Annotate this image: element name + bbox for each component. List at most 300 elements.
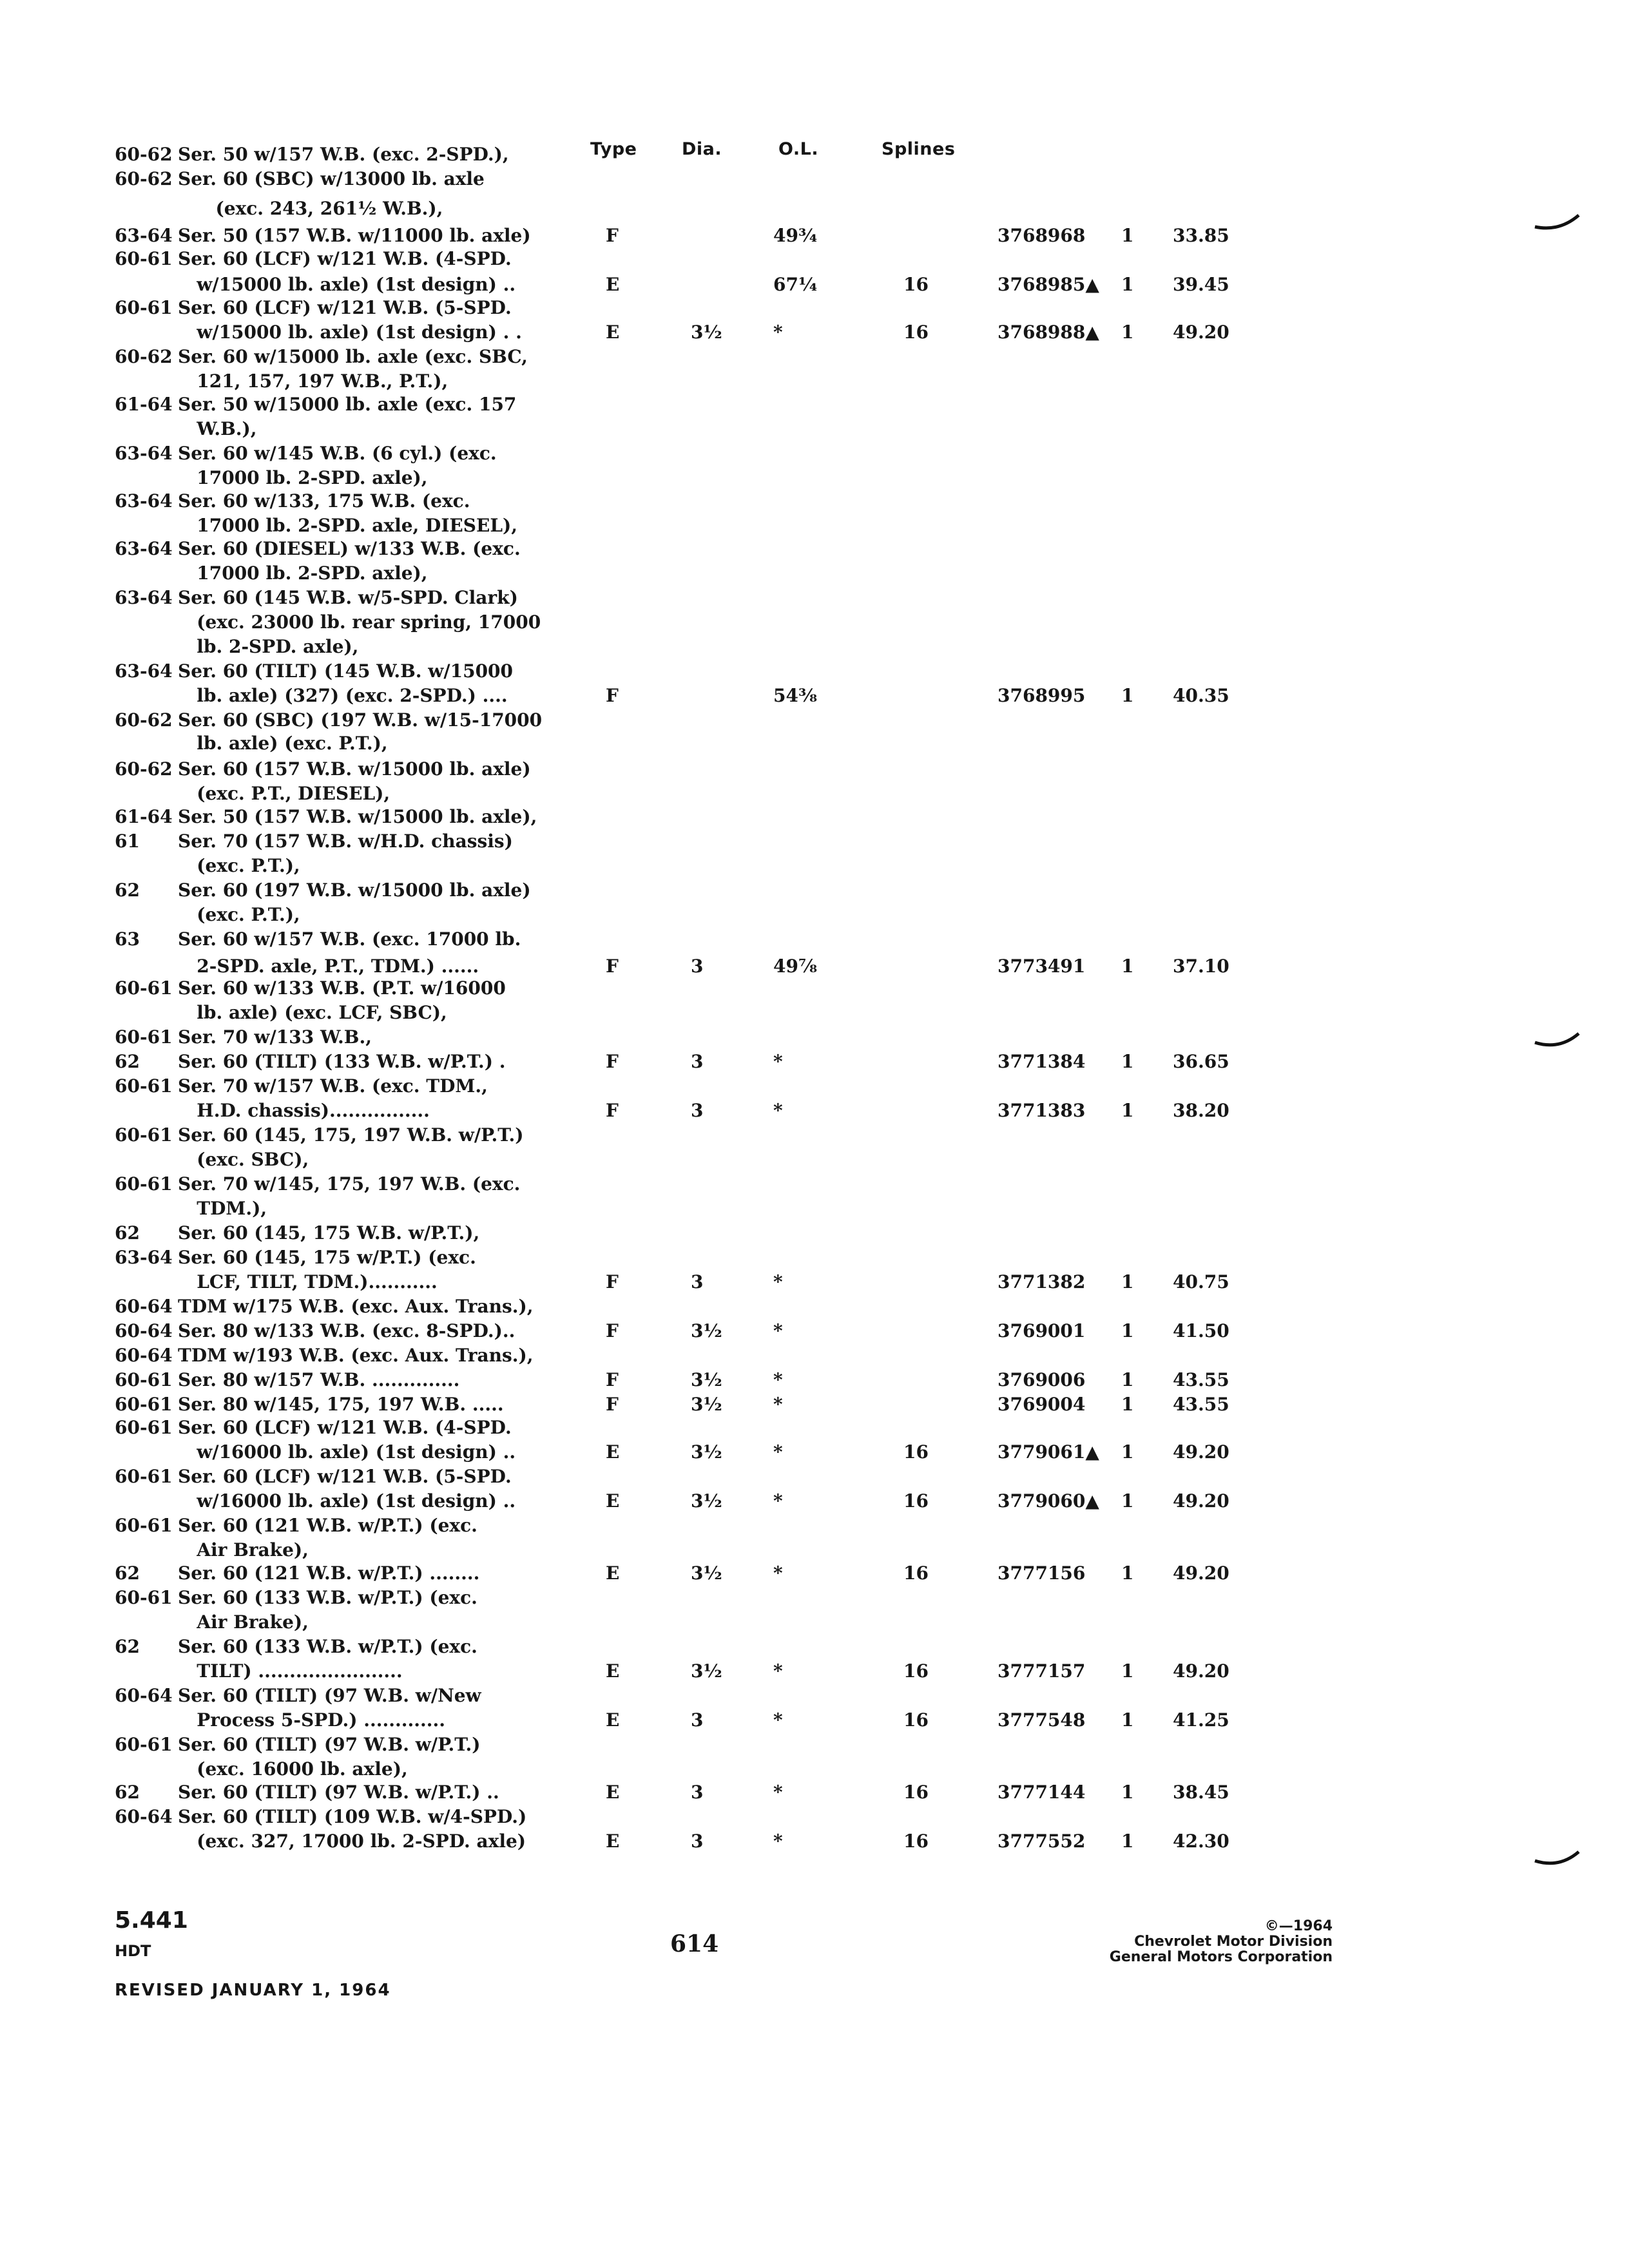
application-description: Ser. 60 (121 W.B. w/P.T.) (exc. xyxy=(178,1515,477,1536)
type-cell: E xyxy=(606,322,620,343)
model-years: 60-61 xyxy=(115,1369,173,1390)
application-description: Ser. 70 w/157 W.B. (exc. TDM., xyxy=(178,1075,488,1097)
model-years: 60-64 xyxy=(115,1806,173,1827)
model-years: 60-62 xyxy=(115,346,173,367)
type-cell: F xyxy=(606,1369,619,1390)
quantity: 1 xyxy=(1121,956,1134,977)
overall-length-cell: * xyxy=(773,1441,783,1463)
table-row xyxy=(0,1732,1629,1758)
application-description: (exc. P.T., DIESEL), xyxy=(178,783,390,804)
part-number: 3769006 xyxy=(998,1369,1086,1390)
model-years: 60-61 xyxy=(115,977,173,999)
type-cell: F xyxy=(606,1051,619,1072)
table-row xyxy=(0,246,1629,272)
application-description: Ser. 80 w/133 W.B. (exc. 8-SPD.).. xyxy=(178,1320,516,1341)
model-years: 63-64 xyxy=(115,225,173,246)
model-years: 61 xyxy=(115,831,140,852)
type-cell: E xyxy=(606,1831,620,1852)
model-years: 60-62 xyxy=(115,168,173,189)
type-cell: E xyxy=(606,1441,620,1463)
splines-cell: 16 xyxy=(903,1490,929,1512)
application-description: Ser. 60 (133 W.B. w/P.T.) (exc. xyxy=(178,1587,477,1608)
overall-length-cell: * xyxy=(773,1709,783,1731)
table-row xyxy=(0,561,1629,586)
application-description: Ser. 60 (LCF) w/121 W.B. (5-SPD. xyxy=(178,1466,512,1487)
diameter-cell: 3 xyxy=(691,1100,704,1121)
quantity: 1 xyxy=(1121,1369,1134,1390)
table-row xyxy=(0,1318,1629,1344)
model-years: 60-64 xyxy=(115,1320,173,1341)
diameter-cell: 3½ xyxy=(691,322,722,343)
type-cell: E xyxy=(606,1660,620,1682)
application-description: Ser. 60 (145, 175, 197 W.B. w/P.T.) xyxy=(178,1124,524,1146)
application-description: (exc. SBC), xyxy=(178,1149,309,1170)
table-row xyxy=(0,1196,1629,1222)
revision-date: REVISED JANUARY 1, 1964 xyxy=(115,1981,391,2000)
table-row xyxy=(0,853,1629,879)
list-price: 41.25 xyxy=(1173,1709,1229,1731)
part-number: 3777157 xyxy=(998,1660,1086,1682)
list-price: 33.85 xyxy=(1173,225,1229,246)
application-description: Process 5-SPD.) ............. xyxy=(178,1709,445,1731)
model-years: 60-61 xyxy=(115,1587,173,1608)
model-years: 62 xyxy=(115,1222,140,1244)
application-description: lb. axle) (exc. LCF, SBC), xyxy=(178,1002,447,1023)
list-price: 49.20 xyxy=(1173,1660,1229,1682)
part-number: 3768995 xyxy=(998,685,1086,706)
table-row xyxy=(0,1343,1629,1369)
table-row xyxy=(0,731,1629,756)
overall-length-cell: * xyxy=(773,1271,783,1293)
overall-length-cell: 49⅞ xyxy=(773,956,817,977)
table-row xyxy=(0,1098,1629,1124)
model-years: 63-64 xyxy=(115,538,173,559)
application-description: Ser. 50 w/15000 lb. axle (exc. 157 xyxy=(178,394,517,415)
quantity: 1 xyxy=(1121,1320,1134,1341)
table-row xyxy=(0,196,1629,222)
table-row xyxy=(0,585,1629,611)
type-cell: F xyxy=(606,1100,619,1121)
part-number: 3777548 xyxy=(998,1709,1086,1731)
model-years: 60-61 xyxy=(115,297,173,318)
table-row xyxy=(0,1024,1629,1050)
quantity: 1 xyxy=(1121,1394,1134,1415)
quantity: 1 xyxy=(1121,1782,1134,1803)
application-description: Ser. 60 (SBC) w/13000 lb. axle xyxy=(178,168,485,189)
application-description: 2-SPD. axle, P.T., TDM.) ...... xyxy=(178,956,479,977)
application-description: 17000 lb. 2-SPD. axle), xyxy=(178,467,428,488)
table-row xyxy=(0,1122,1629,1148)
header-ol: O.L. xyxy=(778,139,819,159)
splines-cell: 16 xyxy=(903,1782,929,1803)
diameter-cell: 3½ xyxy=(691,1441,722,1463)
header-splines: Splines xyxy=(882,139,956,159)
model-years: 62 xyxy=(115,1782,140,1803)
table-row xyxy=(0,536,1629,562)
list-price: 42.30 xyxy=(1173,1831,1229,1852)
table-row xyxy=(0,634,1629,660)
part-number: 3768988▲ xyxy=(998,322,1099,343)
overall-length-cell: 67¼ xyxy=(773,274,818,295)
splines-cell: 16 xyxy=(903,1660,929,1682)
table-row xyxy=(0,465,1629,491)
table-row xyxy=(0,1561,1629,1586)
model-years: 61-64 xyxy=(115,394,173,415)
table-row xyxy=(0,1464,1629,1490)
application-description: Ser. 60 (157 W.B. w/15000 lb. axle) xyxy=(178,758,531,780)
binder-tick-mark xyxy=(1534,213,1580,226)
application-description: (exc. P.T.), xyxy=(178,855,300,876)
part-number: 3771384 xyxy=(998,1051,1086,1072)
type-cell: E xyxy=(606,274,620,295)
application-description: lb. 2-SPD. axle), xyxy=(178,636,359,657)
corporation-name: General Motors Corporation xyxy=(1109,1949,1333,1965)
table-row xyxy=(0,804,1629,830)
application-description: Ser. 60 (145, 175 W.B. w/P.T.), xyxy=(178,1222,480,1244)
application-description: 17000 lb. 2-SPD. axle, DIESEL), xyxy=(178,515,518,536)
section-number: 5.441 xyxy=(115,1907,188,1934)
list-price: 40.75 xyxy=(1173,1271,1229,1293)
splines-cell: 16 xyxy=(903,1441,929,1463)
application-description: (exc. 16000 lb. axle), xyxy=(178,1758,408,1780)
splines-cell: 16 xyxy=(903,322,929,343)
table-row xyxy=(0,1513,1629,1539)
part-number: 3773491 xyxy=(998,956,1086,977)
model-years: 60-61 xyxy=(115,1417,173,1438)
model-years: 63 xyxy=(115,928,140,950)
list-price: 36.65 xyxy=(1173,1051,1229,1072)
model-years: 62 xyxy=(115,879,140,901)
application-description: Ser. 60 (TILT) (109 W.B. w/4-SPD.) xyxy=(178,1806,527,1827)
application-description: Ser. 50 (157 W.B. w/15000 lb. axle), xyxy=(178,806,537,827)
diameter-cell: 3 xyxy=(691,1831,704,1852)
application-description: w/15000 lb. axle) (1st design) .. xyxy=(178,274,516,295)
application-description: 121, 157, 197 W.B., P.T.), xyxy=(178,370,448,392)
type-cell: F xyxy=(606,685,619,706)
model-years: 60-62 xyxy=(115,758,173,780)
type-cell: F xyxy=(606,1320,619,1341)
list-price: 49.20 xyxy=(1173,1490,1229,1512)
table-row xyxy=(0,1073,1629,1099)
part-number: 3777144 xyxy=(998,1782,1086,1803)
application-description: TDM.), xyxy=(178,1198,267,1219)
application-description: Ser. 60 (TILT) (97 W.B. w/P.T.) xyxy=(178,1734,481,1755)
model-years: 60-61 xyxy=(115,248,173,269)
table-row xyxy=(0,756,1629,782)
table-row xyxy=(0,878,1629,903)
publisher-block xyxy=(1110,1919,1333,1965)
table-row xyxy=(0,1269,1629,1295)
table-row xyxy=(0,829,1629,854)
list-price: 49.20 xyxy=(1173,322,1229,343)
application-description: Ser. 60 (SBC) (197 W.B. w/15-17000 xyxy=(178,709,543,731)
quantity: 1 xyxy=(1121,685,1134,706)
list-price: 38.20 xyxy=(1173,1100,1229,1121)
table-row xyxy=(0,1585,1629,1611)
part-number: 3771383 xyxy=(998,1100,1086,1121)
table-row xyxy=(0,683,1629,709)
part-number: 3769004 xyxy=(998,1394,1086,1415)
type-cell: F xyxy=(606,956,619,977)
application-description: Ser. 60 w/133 W.B. (P.T. w/16000 xyxy=(178,977,506,999)
splines-cell: 16 xyxy=(903,274,929,295)
table-row xyxy=(0,1537,1629,1563)
table-row xyxy=(0,1610,1629,1635)
application-description: TILT) ....................... xyxy=(178,1660,403,1682)
table-row xyxy=(0,295,1629,321)
section-code: HDT xyxy=(115,1942,151,1960)
application-description: lb. axle) (exc. P.T.), xyxy=(178,733,388,754)
application-description: Air Brake), xyxy=(178,1611,309,1633)
application-description: TDM w/175 W.B. (exc. Aux. Trans.), xyxy=(178,1296,534,1317)
page-number: 614 xyxy=(670,1930,719,1957)
model-years: 60-64 xyxy=(115,1685,173,1706)
application-description: 17000 lb. 2-SPD. axle), xyxy=(178,562,428,584)
diameter-cell: 3½ xyxy=(691,1369,722,1390)
diameter-cell: 3 xyxy=(691,1051,704,1072)
quantity: 1 xyxy=(1121,1490,1134,1512)
quantity: 1 xyxy=(1121,322,1134,343)
model-years: 60-64 xyxy=(115,1345,173,1366)
table-row xyxy=(0,1392,1629,1418)
application-description: (exc. P.T.), xyxy=(178,904,300,925)
part-number: 3769001 xyxy=(998,1320,1086,1341)
diameter-cell: 3½ xyxy=(691,1320,722,1341)
application-description: Ser. 70 w/145, 175, 197 W.B. (exc. xyxy=(178,1173,521,1195)
table-row xyxy=(0,1415,1629,1441)
application-description: W.B.), xyxy=(178,418,257,439)
application-description: w/15000 lb. axle) (1st design) . . xyxy=(178,322,522,343)
table-row xyxy=(0,1439,1629,1465)
part-number: 3777156 xyxy=(998,1562,1086,1584)
table-row xyxy=(0,392,1629,418)
overall-length-cell: * xyxy=(773,1394,783,1415)
list-price: 38.45 xyxy=(1173,1782,1229,1803)
table-row xyxy=(0,1245,1629,1271)
table-row xyxy=(0,344,1629,370)
table-row xyxy=(0,781,1629,807)
part-number: 3768985▲ xyxy=(998,274,1099,295)
overall-length-cell: 49¾ xyxy=(773,225,818,246)
application-description: Ser. 60 w/133, 175 W.B. (exc. xyxy=(178,490,470,512)
quantity: 1 xyxy=(1121,1660,1134,1682)
binder-tick-mark xyxy=(1534,1849,1580,1862)
table-row xyxy=(0,142,1629,168)
quantity: 1 xyxy=(1121,1441,1134,1463)
list-price: 43.55 xyxy=(1173,1369,1229,1390)
table-row xyxy=(0,1049,1629,1075)
model-years: 61-64 xyxy=(115,806,173,827)
model-years: 60-61 xyxy=(115,1515,173,1536)
model-years: 60-62 xyxy=(115,709,173,731)
table-row xyxy=(0,1488,1629,1514)
table-row xyxy=(0,1756,1629,1782)
table-row xyxy=(0,902,1629,928)
part-number: 3768968 xyxy=(998,225,1086,246)
application-description: LCF, TILT, TDM.)........... xyxy=(178,1271,438,1293)
overall-length-cell: * xyxy=(773,1562,783,1584)
model-years: 60-61 xyxy=(115,1075,173,1097)
application-description: lb. axle) (327) (exc. 2-SPD.) .... xyxy=(178,685,508,706)
part-number: 3777552 xyxy=(998,1831,1086,1852)
model-years: 60-61 xyxy=(115,1173,173,1195)
diameter-cell: 3 xyxy=(691,956,704,977)
application-description: Ser. 60 (133 W.B. w/P.T.) (exc. xyxy=(178,1636,477,1657)
table-row xyxy=(0,1634,1629,1660)
table-row xyxy=(0,1147,1629,1173)
type-cell: E xyxy=(606,1782,620,1803)
application-description: Ser. 50 (157 W.B. w/11000 lb. axle) xyxy=(178,225,531,246)
application-description: H.D. chassis)................ xyxy=(178,1100,430,1121)
overall-length-cell: * xyxy=(773,1660,783,1682)
model-years: 60-61 xyxy=(115,1394,173,1415)
application-description: Ser. 60 (197 W.B. w/15000 lb. axle) xyxy=(178,879,531,901)
splines-cell: 16 xyxy=(903,1709,929,1731)
model-years: 62 xyxy=(115,1636,140,1657)
table-row xyxy=(0,658,1629,684)
table-row xyxy=(0,1683,1629,1709)
application-description: Ser. 60 (LCF) w/121 W.B. (4-SPD. xyxy=(178,248,512,269)
table-row xyxy=(0,1780,1629,1805)
quantity: 1 xyxy=(1121,1100,1134,1121)
quantity: 1 xyxy=(1121,1709,1134,1731)
type-cell: E xyxy=(606,1562,620,1584)
overall-length-cell: * xyxy=(773,1100,783,1121)
overall-length-cell: * xyxy=(773,1490,783,1512)
application-description: (exc. 23000 lb. rear spring, 17000 xyxy=(178,611,541,633)
table-row xyxy=(0,1000,1629,1026)
quantity: 1 xyxy=(1121,274,1134,295)
table-row xyxy=(0,1829,1629,1854)
application-description: Ser. 60 w/145 W.B. (6 cyl.) (exc. xyxy=(178,443,497,464)
application-description: Ser. 60 (TILT) (133 W.B. w/P.T.) . xyxy=(178,1051,506,1072)
application-description: TDM w/193 W.B. (exc. Aux. Trans.), xyxy=(178,1345,534,1366)
table-row xyxy=(0,1707,1629,1733)
list-price: 37.10 xyxy=(1173,956,1229,977)
splines-cell: 16 xyxy=(903,1562,929,1584)
diameter-cell: 3 xyxy=(691,1782,704,1803)
table-row xyxy=(0,1804,1629,1830)
application-description: Ser. 80 w/145, 175, 197 W.B. ..... xyxy=(178,1394,504,1415)
overall-length-cell: * xyxy=(773,1782,783,1803)
application-description: (exc. 327, 17000 lb. 2-SPD. axle) xyxy=(178,1831,526,1852)
table-row xyxy=(0,416,1629,442)
model-years: 60-64 xyxy=(115,1296,173,1317)
application-description: Ser. 60 (145 W.B. w/5-SPD. Clark) xyxy=(178,587,518,608)
overall-length-cell: * xyxy=(773,1369,783,1390)
overall-length-cell: * xyxy=(773,1051,783,1072)
quantity: 1 xyxy=(1121,1271,1134,1293)
type-cell: E xyxy=(606,1490,620,1512)
model-years: 60-61 xyxy=(115,1734,173,1755)
table-row xyxy=(0,223,1629,249)
table-row xyxy=(0,1658,1629,1684)
quantity: 1 xyxy=(1121,1831,1134,1852)
model-years: 63-64 xyxy=(115,660,173,682)
model-years: 63-64 xyxy=(115,443,173,464)
binder-tick-mark xyxy=(1534,1031,1580,1044)
application-description: Ser. 60 (TILT) (145 W.B. w/15000 xyxy=(178,660,514,682)
diameter-cell: 3½ xyxy=(691,1394,722,1415)
application-description: Ser. 60 (121 W.B. w/P.T.) ........ xyxy=(178,1562,480,1584)
quantity: 1 xyxy=(1121,1051,1134,1072)
quantity: 1 xyxy=(1121,1562,1134,1584)
application-description: Ser. 60 (LCF) w/121 W.B. (4-SPD. xyxy=(178,1417,512,1438)
application-description: Ser. 70 (157 W.B. w/H.D. chassis) xyxy=(178,831,513,852)
application-description: Ser. 80 w/157 W.B. .............. xyxy=(178,1369,460,1390)
diameter-cell: 3½ xyxy=(691,1660,722,1682)
application-description: Ser. 60 (LCF) w/121 W.B. (5-SPD. xyxy=(178,297,512,318)
header-dia: Dia. xyxy=(682,139,722,159)
list-price: 40.35 xyxy=(1173,685,1229,706)
model-years: 63-64 xyxy=(115,1247,173,1268)
application-description: Ser. 60 (TILT) (97 W.B. w/New xyxy=(178,1685,481,1706)
overall-length-cell: * xyxy=(773,1831,783,1852)
application-description: Ser. 60 w/15000 lb. axle (exc. SBC, xyxy=(178,346,528,367)
list-price: 41.50 xyxy=(1173,1320,1229,1341)
model-years: 60-61 xyxy=(115,1124,173,1146)
diameter-cell: 3½ xyxy=(691,1490,722,1512)
splines-cell: 16 xyxy=(903,1831,929,1852)
table-row xyxy=(0,610,1629,635)
type-cell: F xyxy=(606,1394,619,1415)
type-cell: F xyxy=(606,225,619,246)
table-row xyxy=(0,272,1629,298)
type-cell: F xyxy=(606,1271,619,1293)
header-type: Type xyxy=(590,139,637,159)
part-number: 3779061▲ xyxy=(998,1441,1099,1463)
application-description: Ser. 60 (TILT) (97 W.B. w/P.T.) .. xyxy=(178,1782,499,1803)
overall-length-cell: 54⅜ xyxy=(773,685,817,706)
list-price: 49.20 xyxy=(1173,1441,1229,1463)
diameter-cell: 3 xyxy=(691,1709,704,1731)
table-row xyxy=(0,369,1629,394)
application-description: Ser. 60 (DIESEL) w/133 W.B. (exc. xyxy=(178,538,521,559)
model-years: 60-61 xyxy=(115,1466,173,1487)
division-name: Chevrolet Motor Division xyxy=(1134,1934,1333,1950)
model-years: 62 xyxy=(115,1562,140,1584)
table-row xyxy=(0,707,1629,733)
table-row xyxy=(0,513,1629,539)
table-row xyxy=(0,1367,1629,1393)
diameter-cell: 3½ xyxy=(691,1562,722,1584)
quantity: 1 xyxy=(1121,225,1134,246)
model-years: 63-64 xyxy=(115,490,173,512)
table-row xyxy=(0,166,1629,192)
diameter-cell: 3 xyxy=(691,1271,704,1293)
application-description: Air Brake), xyxy=(178,1539,309,1561)
application-description: Ser. 50 w/157 W.B. (exc. 2-SPD.), xyxy=(178,144,509,165)
model-years: 60-61 xyxy=(115,1026,173,1048)
table-row xyxy=(0,1220,1629,1246)
application-description: Ser. 70 w/133 W.B., xyxy=(178,1026,372,1048)
list-price: 49.20 xyxy=(1173,1562,1229,1584)
overall-length-cell: * xyxy=(773,1320,783,1341)
table-row xyxy=(0,488,1629,514)
part-number: 3779060▲ xyxy=(998,1490,1099,1512)
table-row xyxy=(0,320,1629,345)
type-cell: E xyxy=(606,1709,620,1731)
application-description: Ser. 60 (145, 175 w/P.T.) (exc. xyxy=(178,1247,476,1268)
table-row xyxy=(0,1294,1629,1320)
table-row xyxy=(0,975,1629,1001)
application-description: w/16000 lb. axle) (1st design) .. xyxy=(178,1490,516,1512)
part-number: 3771382 xyxy=(998,1271,1086,1293)
list-price: 39.45 xyxy=(1173,274,1229,295)
table-row xyxy=(0,441,1629,466)
model-years: 62 xyxy=(115,1051,140,1072)
model-years: 63-64 xyxy=(115,587,173,608)
